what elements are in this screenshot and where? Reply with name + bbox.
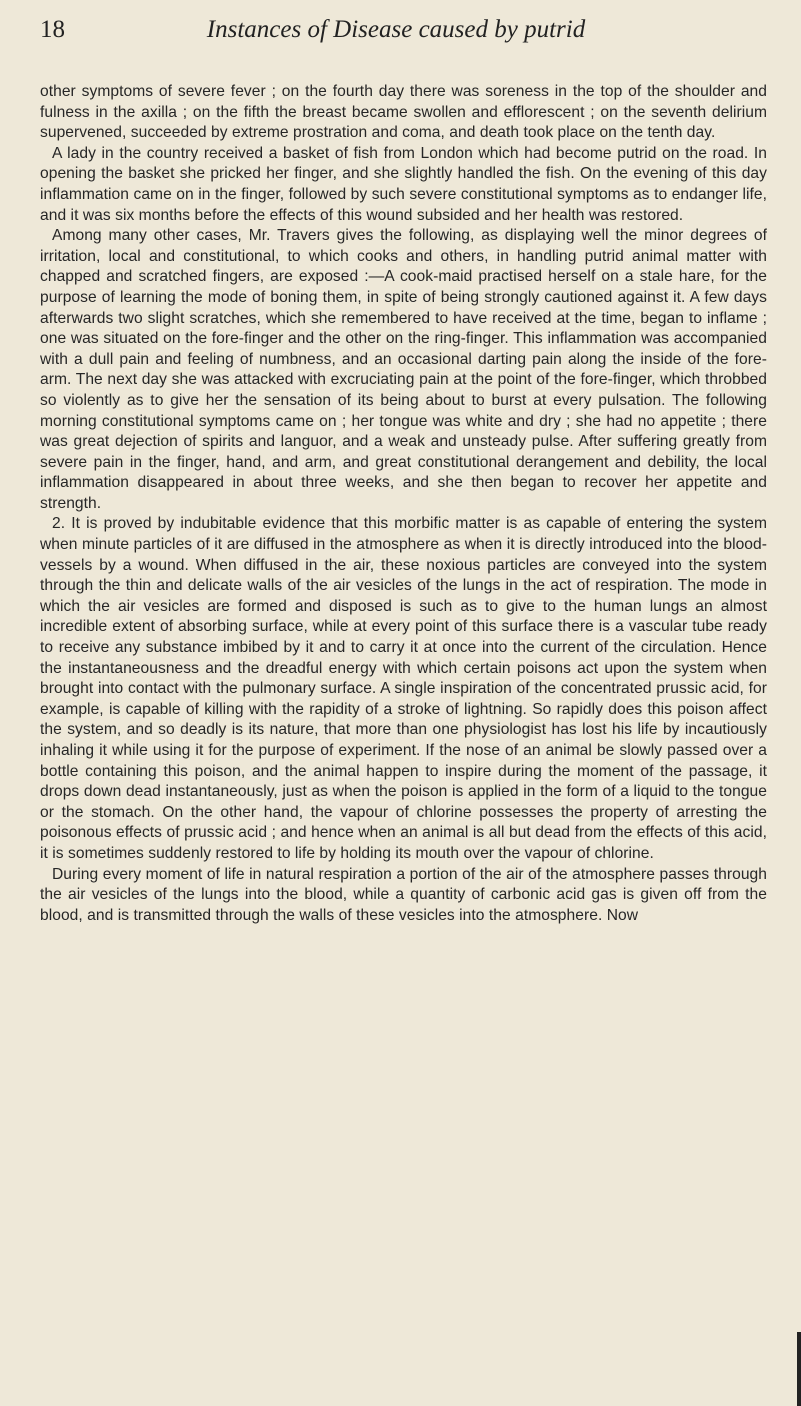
paragraph-respiration: During every moment of life in natural respiration a portion of the air of the atmosphere passes through the air vesicles of the lungs into the blood, while a quantity of carbonic acid gas is given off from the blood, and is transmitted through the walls of these vesicles into the atmosphere. Now	[40, 865, 767, 924]
paragraph-section-2: 2. It is proved by indubitable evidence that this morbific matter is as capable of entering the system when minute particles of it are diffused in the atmosphere as when it is directly introduced into the blood-vessels by a wound. When diffused in the air, these noxious particles are conveyed into the system through the thin and delicate walls of the air vesicles of the lungs in the act of respiration. The mode in which the air vesicles are formed and disposed is such as to give to the human lungs an almost incredible extent of absorbing surface, while at every point of this surface there is a vascular tube ready to receive any substance imbibed by it and to carry it at once into the current of the circulation. Hence the instantaneousness and the dreadful energy with which certain poisons act upon the system when brought into contact with the pulmonary surface. A single inspiration of the concentrated prussic acid, for example, is capable of killing with the rapidity of a stroke of lightning. So rapidly does this poison affect the system, and so deadly is its nature, that more than one physiologist has lost his life by incautiously inhaling it while using it for the purpose of experiment. If the nose of an animal be slowly passed over a bottle containing this poison, and the animal happen to inspire during the moment of the passage, it drops down dead instantaneously, just as when the poison is applied in the form of a liquid to the tongue or the stomach. On the other hand, the vapour of chlorine possesses the property of arresting the poisonous effects of prussic acid ; and hence when an animal is all but dead from the effects of this acid, it is sometimes suddenly restored to life by holding its mouth over the vapour of chlorine.	[40, 515, 767, 862]
page-header	[26, 16, 766, 52]
body-text	[40, 82, 767, 926]
paragraph-fish-basket: A lady in the country received a basket of fish from London which had become putrid on the road. In opening the basket she pricked her finger, and she slightly handled the fish. On the evening of this day inflammation came on in the finger, followed by such severe constitutional symptoms as to endanger life, and it was six months before the effects of this wound subsided and her health was restored.	[40, 144, 767, 224]
paragraph-continuation: other symptoms of severe fever ; on the fourth day there was soreness in the top of the shoulder and fulness in the axilla ; on the fifth the breast became swollen and efflorescent ; on the seventh delirium supervened, succeeded by extreme prostration and coma, and death took place on the tenth day.	[40, 83, 767, 142]
paragraph-travers-case: Among many other cases, Mr. Travers gives the following, as displaying well the minor degrees of irritation, local and constitutional, to which cooks and others, in handling putrid animal matter with chapped and scratched fingers, are exposed :—A cook-maid practised herself on a stale hare, for the purpose of learning the mode of boning them, in spite of being strongly cautioned against it. A few days afterwards two slight scratches, which she remembered to have received at the time, began to inflame ; one was situated on the fore-finger and the other on the ring-finger. This inflammation was accompanied with a dull pain and feeling of numbness, and an occasional darting pain along the inside of the fore-arm. The next day she was attacked with excruciating pain at the point of the fore-finger, which throbbed so violently as to give her the sensation of its being about to burst at every pulsation. The following morning constitutional symptoms came on ; her tongue was white and dry ; she had no appetite ; there was great dejection of spirits and languor, and a weak and unsteady pulse. After suffering greatly from severe pain in the finger, hand, and arm, and great constitutional derangement and debility, the local inflammation disappeared in about three weeks, and she then began to recover her appetite and strength.	[40, 227, 767, 512]
page-number: 18	[40, 16, 65, 43]
running-head: Instances of Disease caused by putrid	[206, 16, 586, 43]
page-edge-shadow	[797, 1332, 801, 1406]
